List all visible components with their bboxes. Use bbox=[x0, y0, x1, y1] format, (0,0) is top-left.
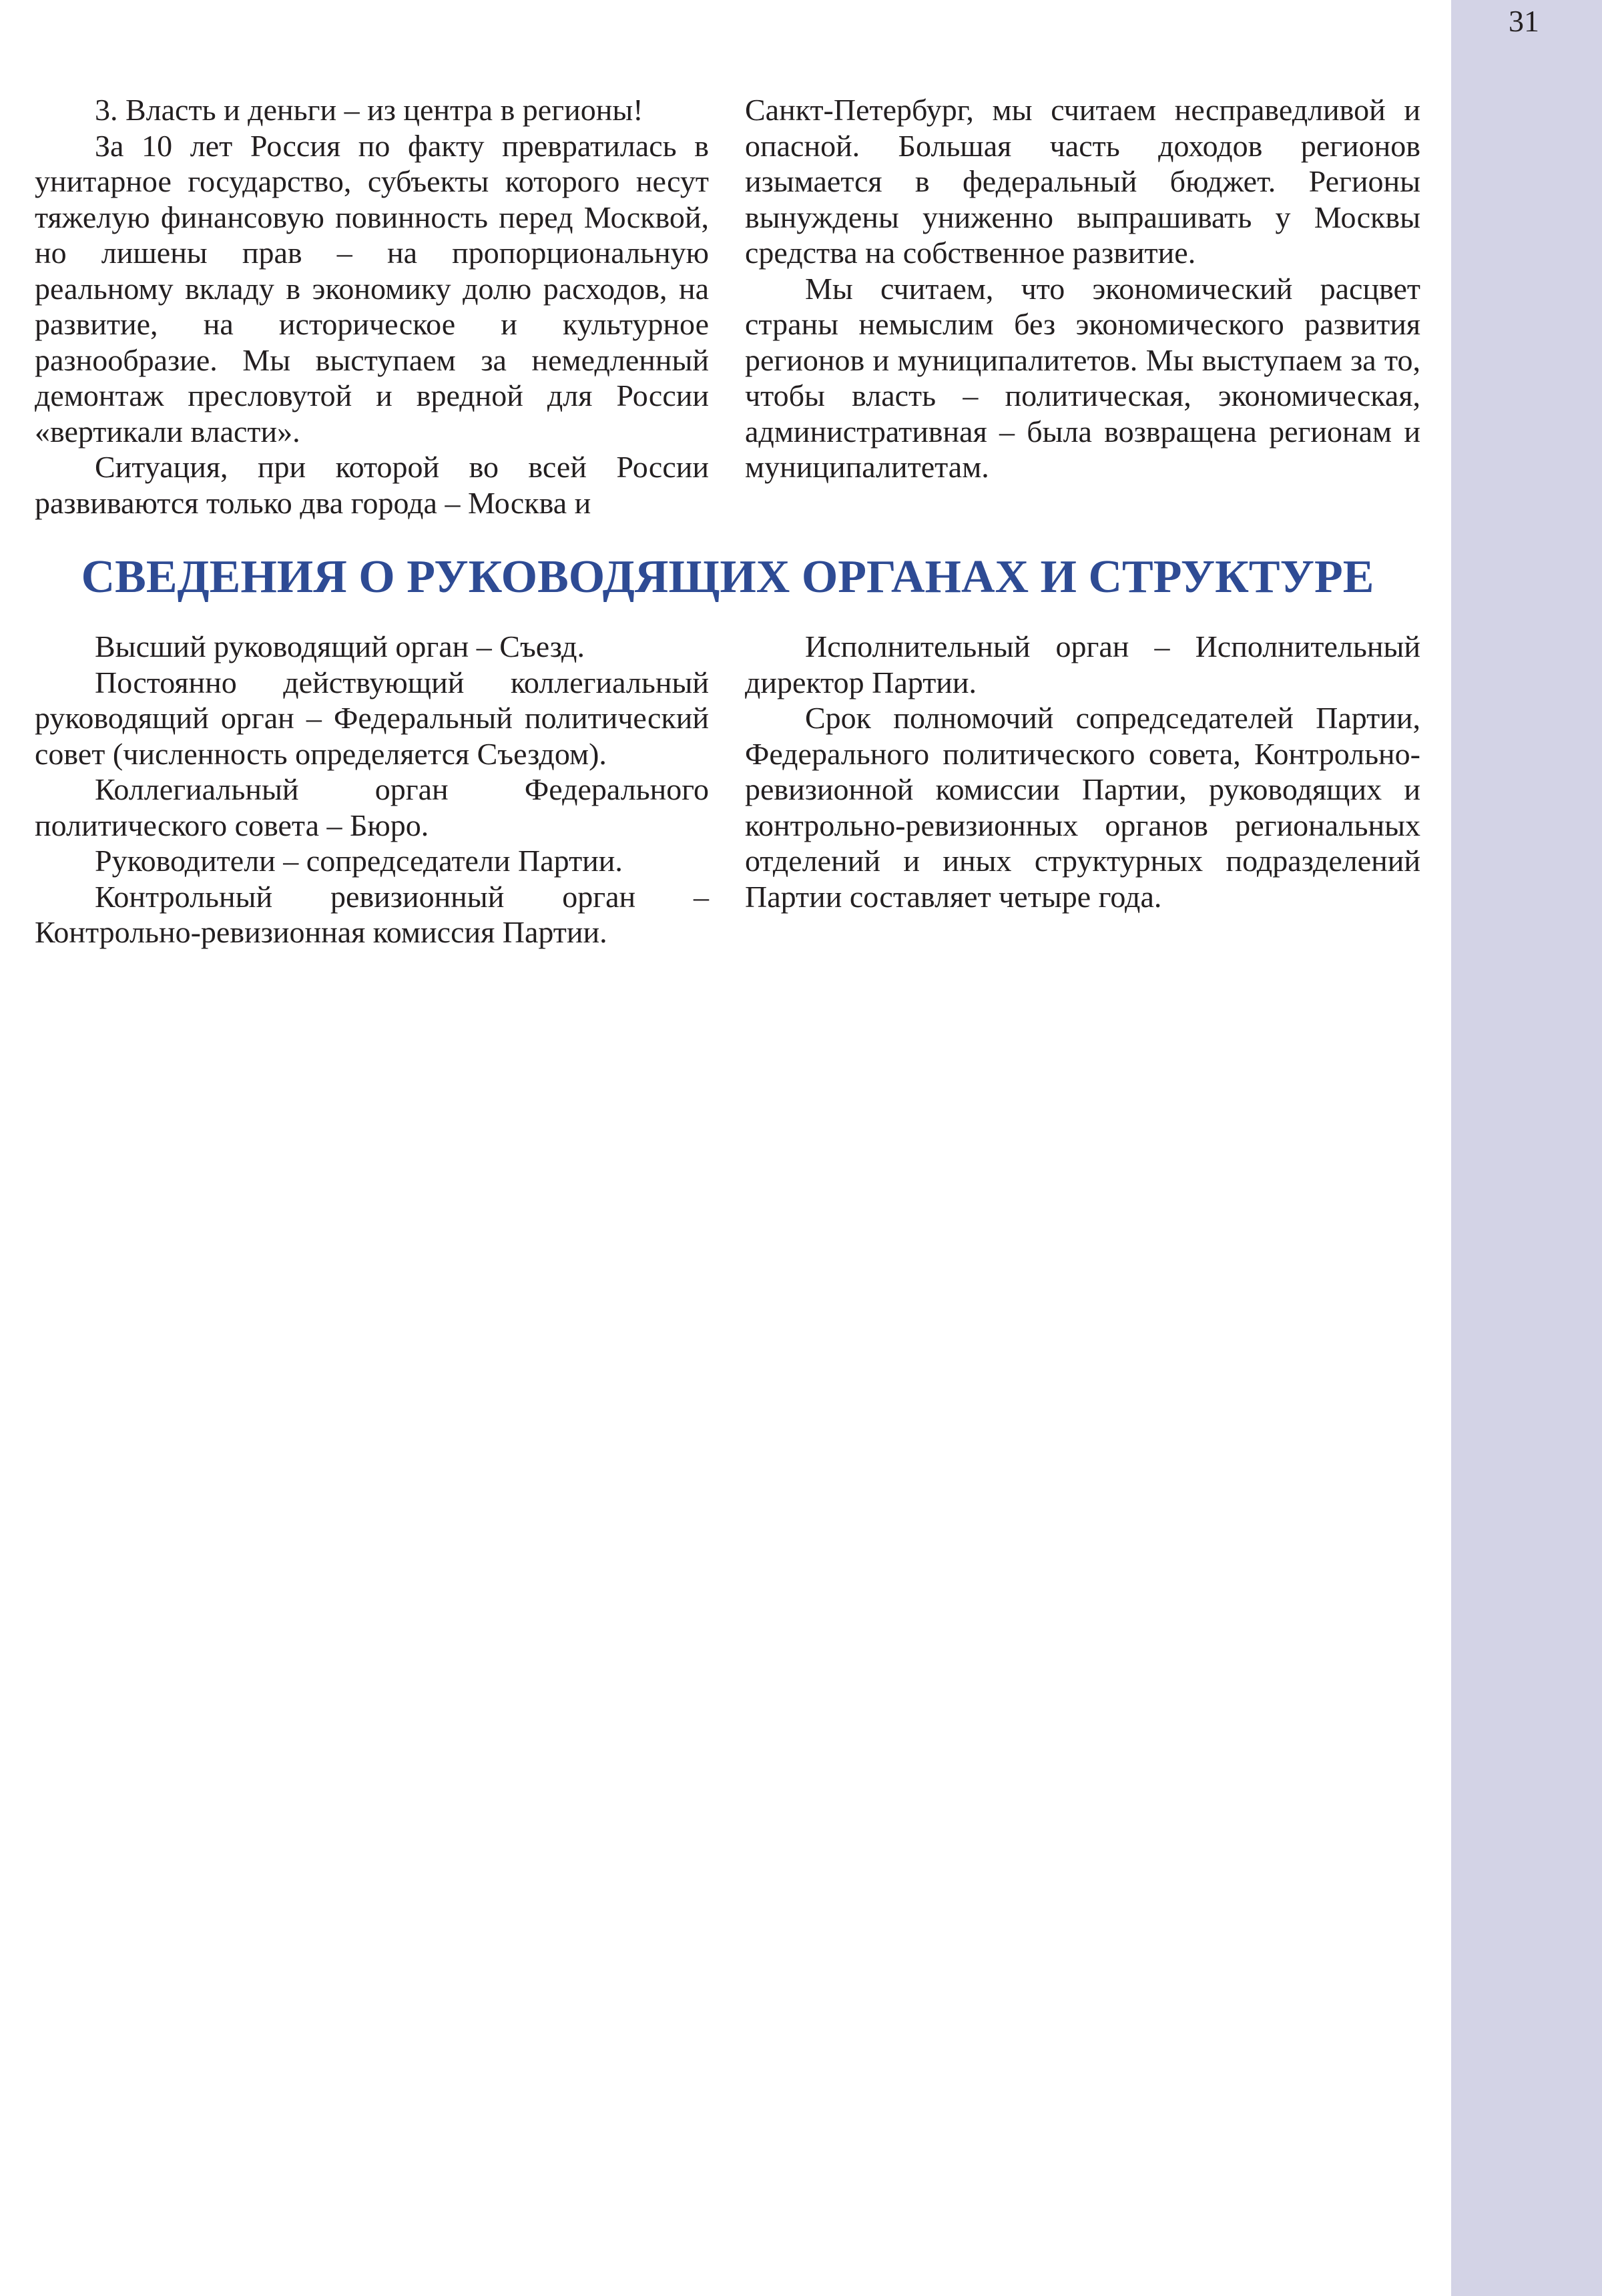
paragraph: Коллегиальный орган Федерального политического совета – Бюро. bbox=[35, 772, 709, 842]
bottom-right-column bbox=[745, 629, 1420, 914]
paragraph: Мы считаем, что экономический расцвет страны немыслим без экономического развития регионов и муниципалитетов. Мы выступаем за то, чтобы власть – политическая, экономическая, административная – была возвращена регионам и муниципалитетам. bbox=[745, 271, 1420, 484]
top-left-column bbox=[35, 92, 709, 521]
page-number: 31 bbox=[1509, 4, 1539, 38]
top-right-column bbox=[745, 92, 1420, 485]
paragraph: Исполнительный орган – Исполнительный директор Партии. bbox=[745, 629, 1420, 699]
section-heading: СВЕДЕНИЯ О РУКОВОДЯЩИХ ОРГАНАХ И СТРУКТУРЕ bbox=[81, 551, 1374, 603]
bottom-left-column bbox=[35, 629, 709, 950]
paragraph: 3. Власть и деньги – из центра в регионы! bbox=[95, 93, 643, 127]
paragraph: Руководители – сопредседатели Партии. bbox=[95, 844, 623, 878]
paragraph: Контрольный ревизионный орган – Контрольно-ревизионная комиссия Партии. bbox=[35, 879, 709, 949]
paragraph: За 10 лет Россия по факту превратилась в унитарное государство, субъекты которого несут тяжелую финансовую повинность перед Москвой, но лишены прав – на пропорциональную реальному вкладу в экономику долю расходов, на развитие, на историческое и культурное разнообразие. Мы выступаем за немедленный демонтаж пресловутой и вредной для России «вертикали власти». bbox=[35, 128, 709, 449]
side-strip bbox=[1451, 0, 1602, 2296]
paragraph: Срок полномочий сопредседателей Партии, Федерального политического совета, Контрольно-ревизионной комиссии Партии, руководящих и контрольно-ревизионных органов региональных отделений и иных структурных подразделений Партии составляет четыре года. bbox=[745, 701, 1420, 914]
paragraph: Санкт-Петербург, мы считаем несправедливой и опасной. Большая часть доходов регионов изымается в федеральный бюджет. Регионы вынуждены униженно выпрашивать у Москвы средства на собственное развитие. bbox=[745, 93, 1420, 270]
paragraph: Постоянно действующий коллегиальный руководящий орган – Федеральный политический совет (численность определяется Съездом). bbox=[35, 665, 709, 771]
paragraph: Ситуация, при которой во всей России развиваются только два города – Москва и bbox=[35, 450, 709, 520]
paragraph: Высший руководящий орган – Съезд. bbox=[95, 629, 585, 663]
